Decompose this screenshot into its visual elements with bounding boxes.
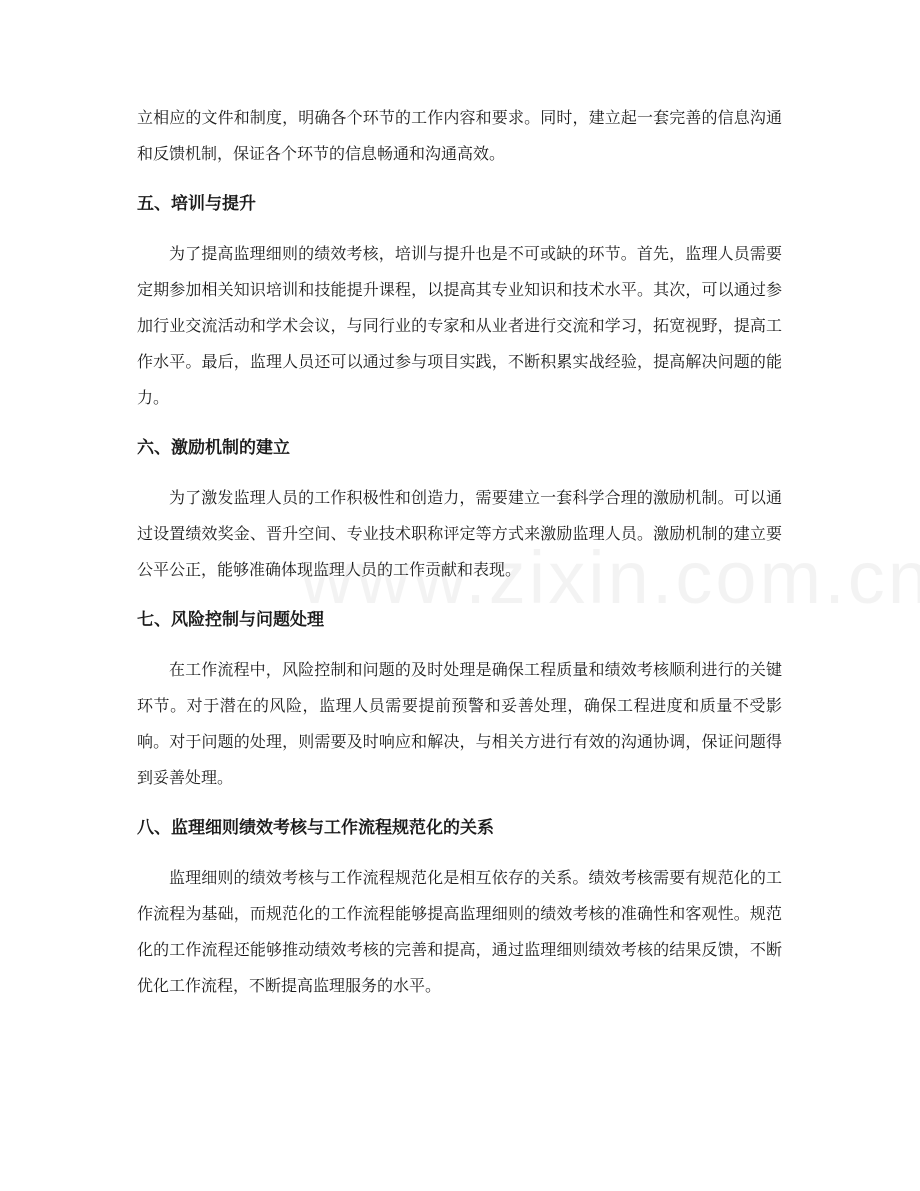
- section-7-heading: 七、风险控制与问题处理: [137, 610, 324, 630]
- section-8-heading: 八、监理细则绩效考核与工作流程规范化的关系: [137, 818, 494, 838]
- section-7-paragraph: 在工作流程中，风险控制和问题的及时处理是确保工程质量和绩效考核顺利进行的关键环节。对于潜在的风险，监理人员需要提前预警和妥善处理，确保工程进度和质量不受影响。对于问题的处理，则需要及时响应和解决，与相关方进行有效的沟通协调，保证问题得到妥善处理。: [137, 660, 782, 787]
- section-8-paragraph: 监理细则的绩效考核与工作流程规范化是相互依存的关系。绩效考核需要有规范化的工作流程为基础，而规范化的工作流程能够提高监理细则的绩效考核的准确性和客观性。规范化的工作流程还能够推动绩效考核的完善和提高，通过监理细则绩效考核的结果反馈，不断优化工作流程，不断提高监理服务的水平。: [137, 868, 782, 995]
- section-6-heading: 六、激励机制的建立: [137, 438, 290, 458]
- intro-continuation-paragraph: 立相应的文件和制度，明确各个环节的工作内容和要求。同时，建立起一套完善的信息沟通和反馈机制，保证各个环节的信息畅通和沟通高效。: [137, 108, 782, 163]
- document-body: [137, 100, 782, 1004]
- section-5-paragraph: 为了提高监理细则的绩效考核，培训与提升也是不可或缺的环节。首先，监理人员需要定期参加相关知识培训和技能提升课程，以提高其专业知识和技术水平。其次，可以通过参加行业交流活动和学术会议，与同行业的专家和从业者进行交流和学习，拓宽视野，提高工作水平。最后，监理人员还可以通过参与项目实践，不断积累实战经验，提高解决问题的能力。: [137, 244, 782, 407]
- section-6-paragraph: 为了激发监理人员的工作积极性和创造力，需要建立一套科学合理的激励机制。可以通过设置绩效奖金、晋升空间、专业技术职称评定等方式来激励监理人员。激励机制的建立要公平公正，能够准确体现监理人员的工作贡献和表现。: [137, 488, 782, 579]
- section-5-heading: 五、培训与提升: [137, 194, 256, 214]
